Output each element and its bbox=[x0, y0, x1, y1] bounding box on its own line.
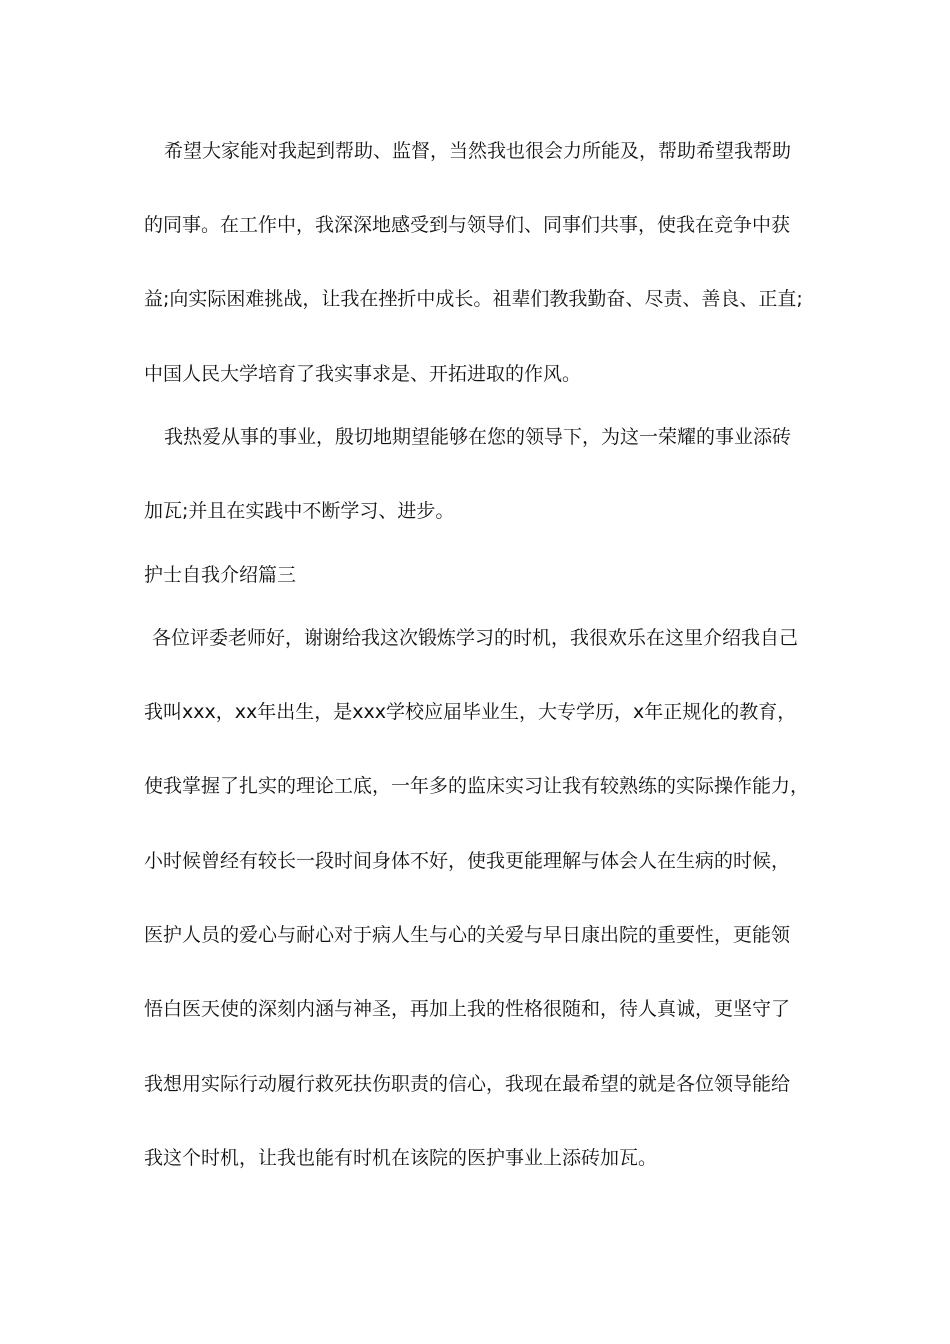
paragraph-line: 医护人员的爱心与耐心对于病人生与心的关爱与早日康出院的重要性，更能领 bbox=[144, 924, 791, 946]
paragraph-line: 的同事。在工作中，我深深地感受到与领导们、同事们共事，使我在竞争中获 bbox=[144, 214, 791, 236]
paragraph-line: 各位评委老师好，谢谢给我这次锻炼学习的时机，我很欢乐在这里介绍我自己 bbox=[152, 627, 799, 649]
paragraph-line: 我想用实际行动履行救死扶伤职责的信心，我现在最希望的就是各位领导能给 bbox=[144, 1073, 791, 1095]
paragraph-line: 益;向实际困难挑战，让我在挫折中成长。祖辈们教我勤奋、尽责、善良、正直; bbox=[144, 288, 803, 310]
paragraph-line: 中国人民大学培育了我实事求是、开拓进取的作风。 bbox=[144, 363, 582, 385]
paragraph-line: 悟白医天使的深刻内涵与神圣，再加上我的性格很随和，待人真诚，更坚守了 bbox=[144, 998, 791, 1020]
paragraph-line: 我叫xxx，xx年出生，是xxx学校应届毕业生，大专学历，x年正规化的教育， bbox=[144, 701, 797, 723]
paragraph-line: 我这个时机，让我也能有时机在该院的医护事业上添砖加瓦。 bbox=[144, 1147, 658, 1169]
paragraph-line: 加瓦;并且在实践中不断学习、进步。 bbox=[144, 500, 455, 522]
paragraph-line: 希望大家能对我起到帮助、监督，当然我也很会力所能及，帮助希望我帮助 bbox=[164, 140, 792, 162]
paragraph-line: 我热爱从事的事业，殷切地期望能够在您的领导下，为这一荣耀的事业添砖 bbox=[164, 426, 792, 448]
section-heading: 护士自我介绍篇三 bbox=[144, 564, 297, 586]
paragraph-line: 小时候曾经有较长一段时间身体不好，使我更能理解与体会人在生病的时候， bbox=[144, 850, 791, 872]
paragraph-line: 使我掌握了扎实的理论工底，一年多的监床实习让我有较熟练的实际操作能力， bbox=[144, 775, 810, 797]
